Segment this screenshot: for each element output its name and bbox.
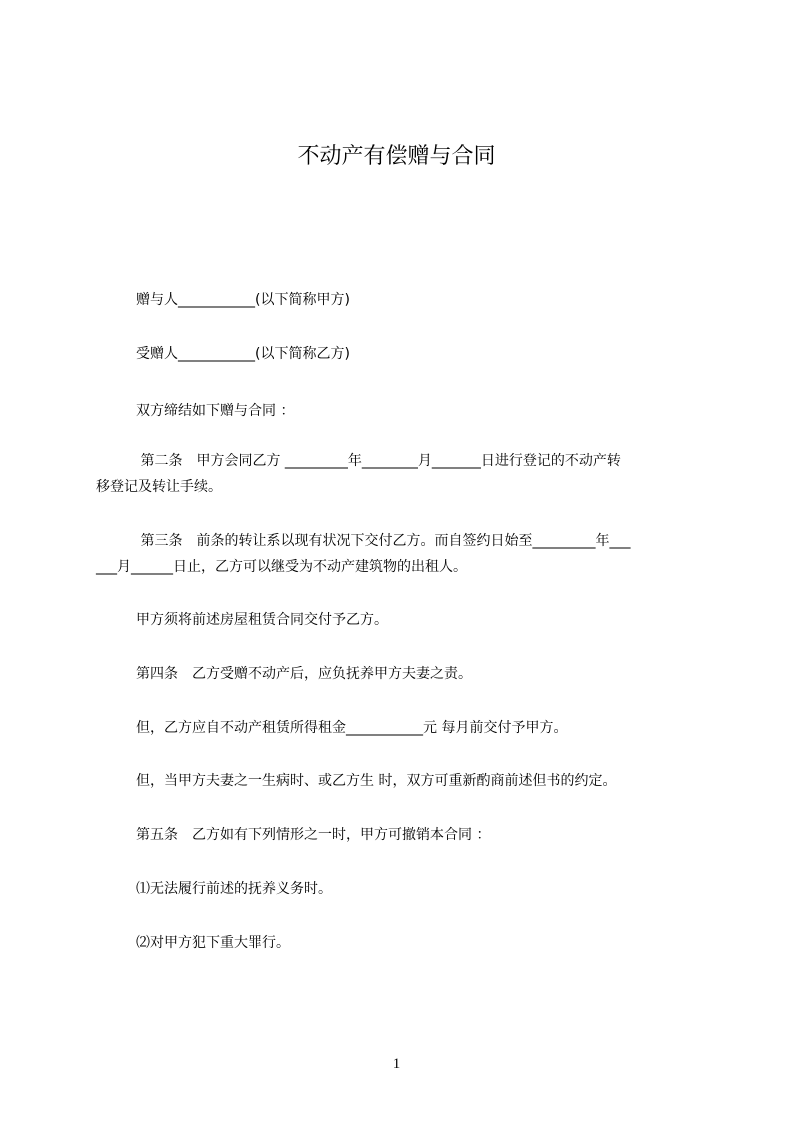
donee-line: 受赠人___________(以下简称乙方) <box>136 346 350 362</box>
rent-clause: 但，乙方应自不动产租赁所得租金___________元 每月前交付予甲方。 <box>136 720 568 736</box>
page-number: 1 <box>392 1056 401 1072</box>
agreement-intro: 双方缔结如下赠与合同 ： <box>136 403 295 419</box>
article-5: 第五条 乙方如有下列情形之一时，甲方可撤销本合同 ： <box>136 827 491 843</box>
renegotiation-clause: 但，当甲方夫妻之一生病时、或乙方生 时，双方可重新酌商前述但书的约定。 <box>136 773 617 789</box>
article-2-line-2: 移登记及转让手续。 <box>96 479 222 495</box>
document-title: 不动产有偿赠与合同 <box>297 144 496 169</box>
article-3-line-2: ___月______日止，乙方可以继受为不动产建筑物的出租人。 <box>96 559 467 575</box>
lease-delivery-clause: 甲方须将前述房屋租赁合同交付予乙方。 <box>136 612 388 628</box>
article-5-item-2: ⑵对甲方犯下重大罪行。 <box>136 935 290 951</box>
article-5-item-1: ⑴无法履行前述的抚养义务时。 <box>136 881 332 897</box>
article-2-line-1: 第二条 甲方会同乙方 _________年________月_______日进行登记的不动产转 <box>136 453 621 469</box>
donor-line: 赠与人___________(以下简称甲方) <box>136 292 350 308</box>
article-4: 第四条 乙方受赠不动产后，应负抚养甲方夫妻之责。 <box>136 666 472 682</box>
article-3-line-1: 第三条 前条的转让系以现有状况下交付乙方。而自签约日始至_________年___ <box>136 533 631 549</box>
